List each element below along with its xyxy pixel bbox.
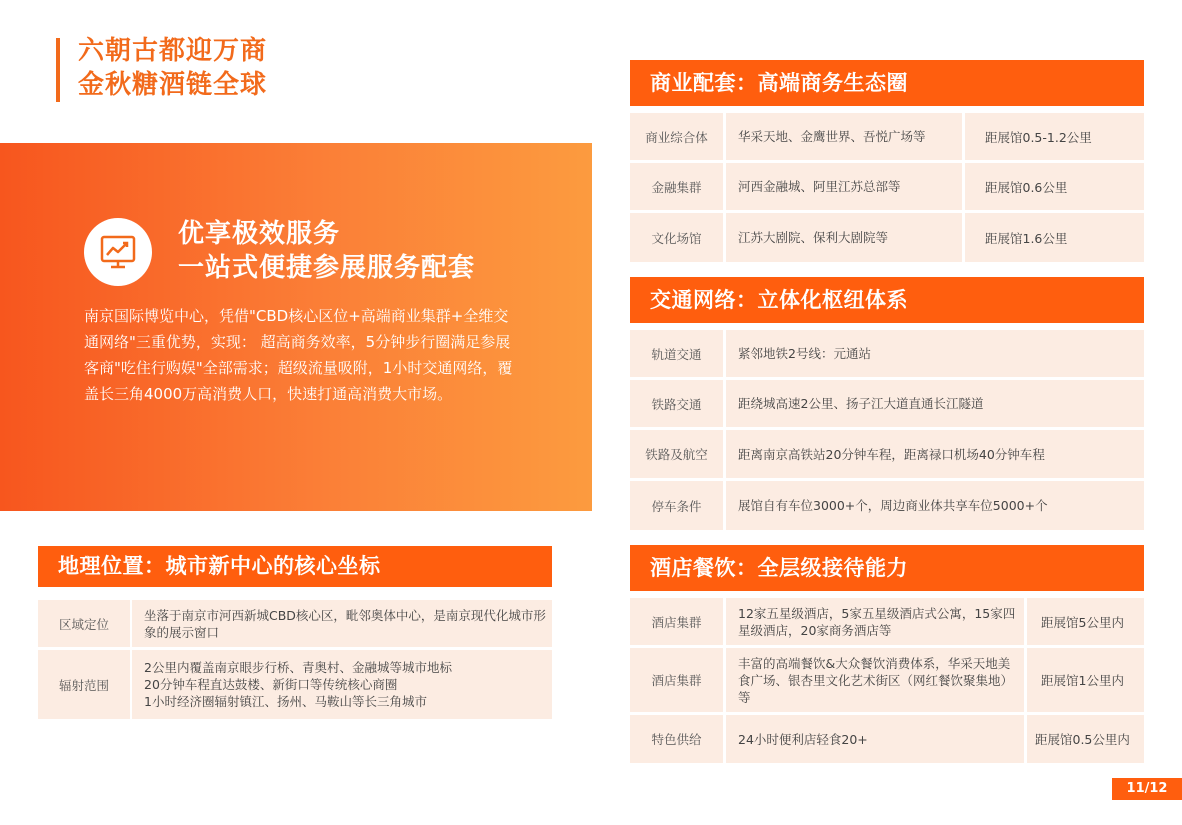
geo-row-text: 坐落于南京市河西新城CBD核心区，毗邻奥体中心，是南京现代化城市形象的展示窗口 [132,600,552,647]
commerce-row-text: 河西金融城、阿里江苏总部等 [726,163,962,210]
hotel-row-label: 特色供给 [630,715,723,763]
page-title [78,34,267,102]
traffic-row-label: 铁路交通 [630,380,723,427]
traffic-row-label: 轨道交通 [630,330,723,377]
geo-section-title: 地理位置：城市新中心的核心坐标 [38,546,552,587]
hotel-row [630,648,1144,712]
hotel-section-title: 酒店餐饮：全层级接待能力 [630,545,1144,591]
hero-heading-line-1: 优享极效服务 [178,219,341,249]
commerce-row-text: 华采天地、金鹰世界、吾悦广场等 [726,113,962,160]
commerce-section-title: 商业配套：高端商务生态圈 [630,60,1144,106]
geo-row-label: 辐射范围 [38,650,130,719]
hotel-row-text: 24小时便利店轻食20+ [726,715,1024,763]
traffic-row [630,430,1144,478]
hotel-row-distance: 距展馆0.5公里内 [1027,715,1144,763]
hotel-row [630,715,1144,763]
hotel-row-distance: 距展馆1公里内 [1027,648,1144,712]
page-title-line-1: 六朝古都迎万商 [78,36,268,66]
commerce-row-label: 文化场馆 [630,213,723,262]
service-hero-panel [0,143,592,511]
geo-row-text: 2公里内覆盖南京眼步行桥、青奥村、金融城等城市地标 20分钟车程直达鼓楼、新街口等传统核心商圈 1小时经济圈辐射镇江、扬州、马鞍山等长三角城市 [132,650,552,719]
geo-row-label: 区域定位 [38,600,130,647]
hotel-row [630,598,1144,645]
title-accent-bar [56,38,60,102]
traffic-section-title: 交通网络：立体化枢纽体系 [630,277,1144,323]
commerce-row-label: 商业综合体 [630,113,723,160]
traffic-row [630,481,1144,530]
hotel-row-label: 酒店集群 [630,598,723,645]
hero-heading-line-2: 一站式便捷参展服务配套 [178,253,476,283]
hotel-row-text: 丰富的高端餐饮&大众餐饮消费体系，华采天地美食广场、银杏里文化艺术街区（网红餐饮聚集地）等 [726,648,1024,712]
commerce-row-text: 江苏大剧院、保利大剧院等 [726,213,962,262]
traffic-row-label: 铁路及航空 [630,430,723,478]
commerce-row [630,213,1144,262]
hotel-row-label: 酒店集群 [630,648,723,712]
hero-heading [178,217,475,285]
traffic-row-label: 停车条件 [630,481,723,530]
chart-presentation-icon [84,218,152,286]
hotel-row-distance: 距展馆5公里内 [1027,598,1144,645]
hotel-row-text: 12家五星级酒店，5家五星级酒店式公寓，15家四星级酒店，20家商务酒店等 [726,598,1024,645]
traffic-row-text: 展馆自有车位3000+个，周边商业体共享车位5000+个 [726,481,1144,530]
geo-row [38,600,552,647]
commerce-row-distance: 距展馆0.5-1.2公里 [965,113,1144,160]
traffic-row-text: 距绕城高速2公里、扬子江大道直通长江隧道 [726,380,1144,427]
page-number: 11/12 [1112,778,1182,800]
hero-paragraph: 南京国际博览中心，凭借"CBD核心区位+高端商业集群+全维交通网络"三重优势，实现： 超高商务效率，5分钟步行圈满足参展客商"吃住行购娱"全部需求；超级流量吸附，1小时交通网络，覆盖长三角4000万高消费人口，快速打通高消费大市场。 [84,307,513,403]
commerce-row-distance: 距展馆0.6公里 [965,163,1144,210]
commerce-row [630,113,1144,160]
traffic-row-text: 距离南京高铁站20分钟车程，距离禄口机场40分钟车程 [726,430,1144,478]
geo-row [38,650,552,719]
commerce-row [630,163,1144,210]
commerce-row-label: 金融集群 [630,163,723,210]
traffic-row [630,330,1144,377]
commerce-row-distance: 距展馆1.6公里 [965,213,1144,262]
traffic-row-text: 紧邻地铁2号线：元通站 [726,330,1144,377]
page-title-line-2: 金秋糖酒链全球 [78,70,268,100]
traffic-row [630,380,1144,427]
